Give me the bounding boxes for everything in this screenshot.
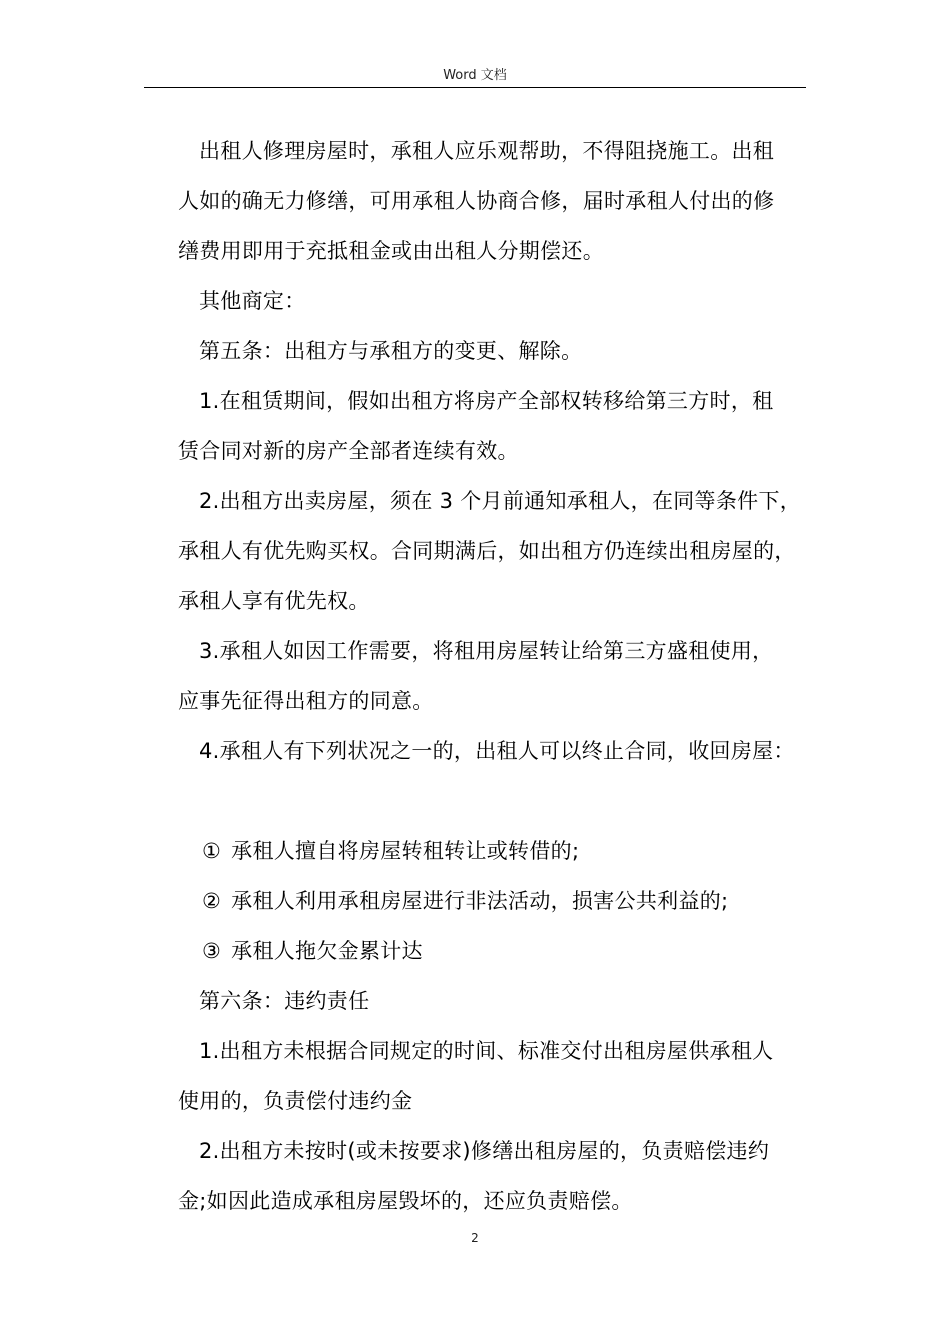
page-header: Word 文档 <box>443 68 507 83</box>
list-marker: ③ <box>202 939 222 963</box>
section-heading: 第五条：出租方与承租方的变更、解除。 <box>199 339 583 363</box>
paragraph-line: 4.承租人有下列状况之一的，出租人可以终止合同，收回房屋： <box>199 739 795 763</box>
paragraph-line: 赁合同对新的房产全部者连续有效。 <box>178 439 519 463</box>
paragraph-line: 金;如因此造成承租房屋毁坏的，还应负责赔偿。 <box>178 1189 633 1213</box>
list-item <box>178 826 808 876</box>
paragraph-line: 1.在租赁期间，假如出租方将房产全部权转移给第三方时，租 <box>199 389 774 413</box>
list-item-text: 承租人擅自将房屋转租转让或转借的; <box>231 839 580 863</box>
paragraph-line: 其他商定： <box>199 289 306 313</box>
section-heading: 第六条：违约责任 <box>199 989 370 1013</box>
list-marker: ① <box>202 839 222 863</box>
paragraph-line: 2.出租方出卖房屋，须在 3 个月前通知承租人，在同等条件下， <box>199 489 802 513</box>
paragraph-line: 承租人有优先购买权。合同期满后，如出租方仍连续出租房屋的， <box>178 539 796 563</box>
paragraph-line: 使用的，负责偿付违约金 <box>178 1089 413 1113</box>
paragraph-line: 人如的确无力修缮，可用承租人协商合修，届时承租人付出的修 <box>178 189 775 213</box>
header-rule <box>144 87 806 88</box>
page-number: 2 <box>471 1231 479 1245</box>
list-item-text: 承租人拖欠金累计达 <box>231 939 423 963</box>
paragraph-line: 承租人享有优先权。 <box>178 589 370 613</box>
list-item-text: 承租人利用承租房屋进行非法活动，损害公共利益的; <box>231 889 729 913</box>
paragraph-line: 2.出租方未按时(或未按要求)修缮出租房屋的，负责赔偿违约 <box>199 1139 770 1163</box>
paragraph-line: 缮费用即用于充抵租金或由出租人分期偿还。 <box>178 239 604 263</box>
document-body <box>178 126 808 1226</box>
list-item <box>178 926 808 976</box>
list-item <box>178 876 808 926</box>
paragraph-line: 出租人修理房屋时，承租人应乐观帮助，不得阻挠施工。出租 <box>199 139 775 163</box>
paragraph-line: 1.出租方未根据合同规定的时间、标准交付出租房屋供承租人 <box>199 1039 774 1063</box>
list-marker: ② <box>202 889 222 913</box>
paragraph-line: 应事先征得出租方的同意。 <box>178 689 434 713</box>
blank-line <box>178 776 808 826</box>
paragraph-line: 3.承租人如因工作需要，将租用房屋转让给第三方盛租使用， <box>199 639 774 663</box>
